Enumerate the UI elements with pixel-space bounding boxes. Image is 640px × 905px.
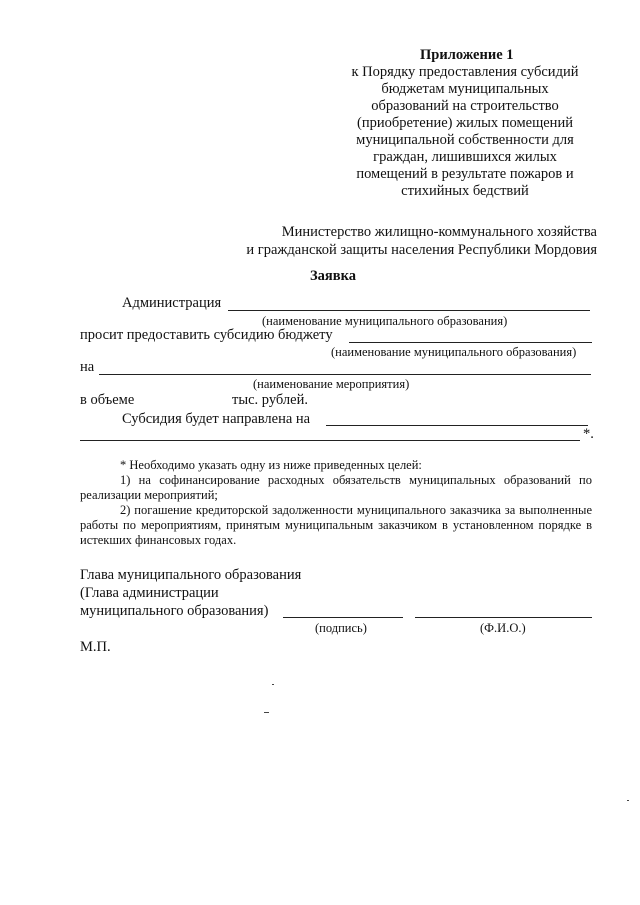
municipality-caption-2: (наименование муниципального образования) xyxy=(331,345,577,359)
scan-speck xyxy=(272,684,274,685)
signature-head-title: Глава муниципального образования xyxy=(80,567,302,583)
appendix-line: стихийных бедствий xyxy=(401,183,529,199)
municipality-caption: (наименование муниципального образования) xyxy=(262,314,508,328)
signature-municipality: муниципального образования) xyxy=(80,603,269,619)
note-item-2: 2) погашение кредиторской задолженности муниципального заказчика за выполненные работы по мероприятиям, принятым муниципальным заказчиком в установленном порядке в истекших финансовых годах. xyxy=(80,503,592,547)
budget-field[interactable] xyxy=(349,342,592,343)
volume-unit: тыс. рублей. xyxy=(232,392,308,408)
request-label: просит предоставить субсидию бюджету xyxy=(80,327,333,343)
appendix-line: образований на строительство xyxy=(371,98,559,114)
appendix-line: бюджетам муниципальных xyxy=(381,81,549,97)
full-name-field[interactable] xyxy=(415,617,592,618)
volume-label: в объеме xyxy=(80,392,135,408)
note-item-1: 1) на софинансирование расходных обязательств муниципальных образований по реализации мероприятий; xyxy=(80,473,592,502)
appendix-line: к Порядку предоставления субсидий xyxy=(351,64,579,80)
scan-speck xyxy=(627,800,629,801)
signature-field[interactable] xyxy=(283,617,403,618)
direction-label: Субсидия будет направлена на xyxy=(122,411,311,427)
event-caption: (наименование мероприятия) xyxy=(253,377,410,391)
appendix-line: муниципальной собственности для xyxy=(356,132,574,148)
form-title: Заявка xyxy=(310,268,356,284)
administration-field[interactable] xyxy=(228,310,590,311)
addressee-line-2: и гражданской защиты населения Республики Мордовия xyxy=(246,242,597,258)
administration-label: Администрация xyxy=(122,295,222,311)
direction-field-continued[interactable] xyxy=(80,440,580,441)
appendix-line: помещений в результате пожаров и xyxy=(356,166,574,182)
stamp-label: М.П. xyxy=(80,639,111,655)
full-name-caption: (Ф.И.О.) xyxy=(480,621,526,635)
asterisk-mark: *. xyxy=(583,426,594,442)
on-label: на xyxy=(80,359,95,375)
addressee-line-1: Министерство жилищно-коммунального хозяйства xyxy=(281,224,597,240)
appendix-line: граждан, лишившихся жилых xyxy=(373,149,557,165)
note-intro: * Необходимо указать одну из ниже приведенных целей: xyxy=(120,458,422,472)
appendix-line: (приобретение) жилых помещений xyxy=(357,115,573,131)
event-field[interactable] xyxy=(99,374,591,375)
signature-caption: (подпись) xyxy=(315,621,367,635)
scan-speck xyxy=(264,712,269,713)
direction-field[interactable] xyxy=(326,425,588,426)
appendix-title: Приложение 1 xyxy=(420,47,514,63)
appendix-subtitle xyxy=(330,64,600,200)
signature-admin-title: (Глава администрации xyxy=(80,585,219,601)
